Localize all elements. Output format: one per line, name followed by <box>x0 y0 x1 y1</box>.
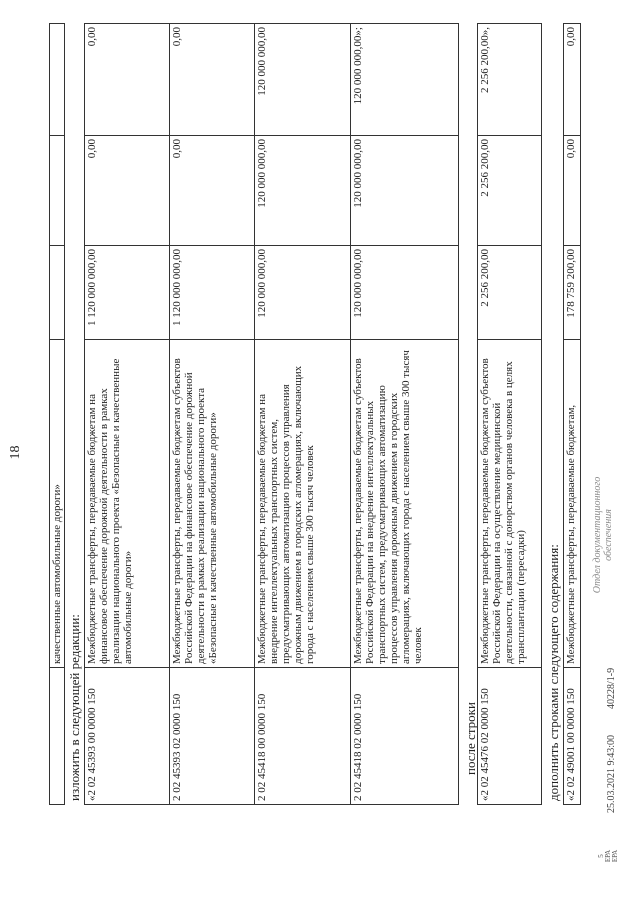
row-value: 120 000 000,00 <box>351 136 459 246</box>
row-value: 1 120 000 000,00 <box>85 246 170 340</box>
row-value: 120 000 000,00 <box>255 24 351 136</box>
row-description: Межбюджетные трансферты, передаваемые бюджетам субъектов Российской Федерации на финансовое обеспечение дорожной деятельности в рамках реализации национального проекта «Безопасные и качественные автомобильные дороги» <box>170 340 255 668</box>
table-row <box>351 24 459 805</box>
row-description: Межбюджетные трансферты, передаваемые бюджетам на внедрение интеллектуальных транспортных систем, предусматривающих автоматизацию процессов управления дорожным движением в городских агломерациях, включающих города с населением свыше 300 тысяч человек <box>255 340 351 668</box>
table-top-row <box>49 23 65 805</box>
row-code: «2 02 45393 00 0000 150 <box>85 668 170 805</box>
row-value: 120 000 000,00 <box>351 246 459 340</box>
row-value <box>50 136 65 246</box>
row-value: 2 256 200,00 <box>478 246 542 340</box>
row-value <box>50 246 65 340</box>
row-value: 0,00 <box>85 136 170 246</box>
document-logo: 5 ЕРА ЕРА <box>597 849 619 863</box>
row-value <box>50 24 65 136</box>
instruction-edit: изложить в следующей редакции: <box>67 614 82 801</box>
footer-datetime: 25.03.2021 9:43:00 <box>606 734 617 813</box>
table-row <box>564 24 581 805</box>
row-description: качественные автомобильные дороги» <box>50 340 65 668</box>
footer-doc-number: 40228/1-9 <box>606 667 617 709</box>
row-code: 2 02 45418 00 0000 150 <box>255 668 351 805</box>
table-row <box>478 24 542 805</box>
row-value: 0,00 <box>564 24 581 136</box>
row-value: 2 256 200,00 <box>478 136 542 246</box>
row-description: Межбюджетные трансферты, передаваемые бюджетам субъектов Российской Федерации на внедрение интеллектуальных транспортных систем, предусматривающих автоматизацию процессов управления дорожным движением в городских агломерациях, включающих города с населением свыше 300 тысяч человек <box>351 340 459 668</box>
page-number: 18 <box>8 445 23 460</box>
row-code <box>50 668 65 805</box>
row-code: «2 02 49001 00 0000 150 <box>564 668 581 805</box>
row-description: Межбюджетные трансферты, передаваемые бюджетам на финансовое обеспечение дорожной деятельности в рамках реализации национального проекта «Безопасные и качественные автомобильные дороги» <box>85 340 170 668</box>
instruction-after-line: после строки <box>463 702 478 775</box>
row-value: 120 000 000,00 <box>255 246 351 340</box>
row-value: 1 120 000 000,00 <box>170 246 255 340</box>
row-value: 0,00 <box>170 24 255 136</box>
instruction-add-lines: дополнить строками следующего содержания: <box>546 544 561 801</box>
row-value: 0,00 <box>564 136 581 246</box>
row-code: «2 02 45476 02 0000 150 <box>478 668 542 805</box>
table-after <box>477 23 542 805</box>
row-code: 2 02 45393 02 0000 150 <box>170 668 255 805</box>
row-value: 178 759 200,00 <box>564 246 581 340</box>
row-value: 0,00 <box>170 136 255 246</box>
row-value: 2 256 200,00», <box>478 24 542 136</box>
table-main <box>84 23 459 805</box>
table-row <box>85 24 170 805</box>
table-added <box>563 23 581 805</box>
row-description: Межбюджетные трансферты, передаваемые бюджетам субъектов Российской Федерации на осуществление медицинской деятельности, связанной с донорством органов человека в целях трансплантации (пересадки) <box>478 340 542 668</box>
row-value: 0,00 <box>85 24 170 136</box>
department-stamp: Отдел документационного обеспечения <box>592 476 614 594</box>
row-code: 2 02 45418 02 0000 150 <box>351 668 459 805</box>
row-value: 120 000 000,00 <box>255 136 351 246</box>
row-value: 120 000 000,00»; <box>351 24 459 136</box>
row-description: Межбюджетные трансферты, передаваемые бюджетам, <box>564 340 581 668</box>
table-row <box>50 24 65 805</box>
table-row <box>255 24 351 805</box>
table-row <box>170 24 255 805</box>
